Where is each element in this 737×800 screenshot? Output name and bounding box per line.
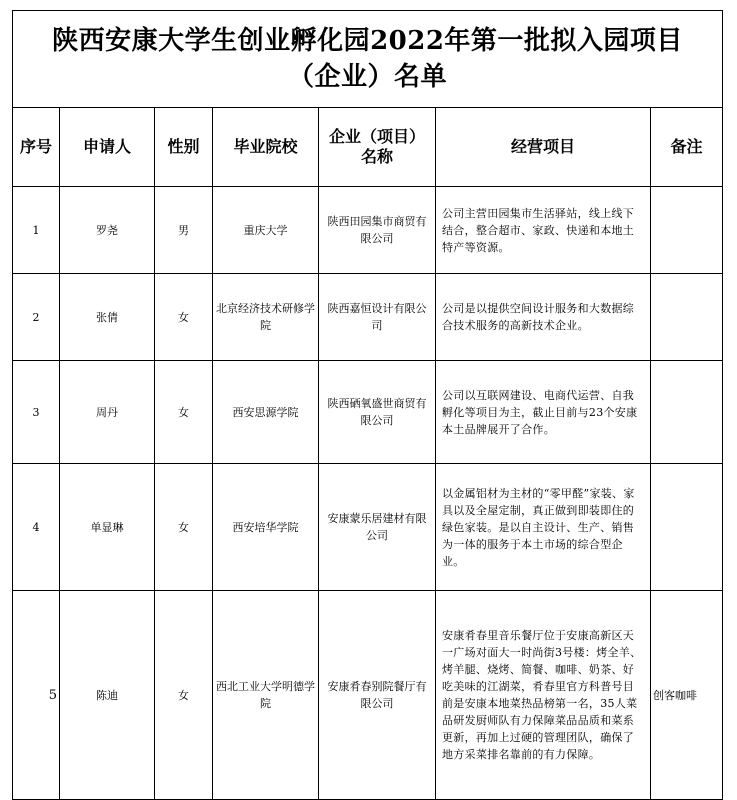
cell-applicant: 张倩 — [60, 274, 155, 361]
cell-gender: 男 — [155, 187, 213, 274]
cell-business: 公司是以提供空间设计服务和大数据综合技术服务的高新技术企业。 — [436, 274, 651, 361]
header-seq: 序号 — [13, 108, 60, 187]
cell-gender: 女 — [155, 464, 213, 591]
cell-business: 公司主营田园集市生活驿站，线上线下结合，整合超市、家政、快递和本地土特产等资源。 — [436, 187, 651, 274]
header-company — [319, 108, 436, 187]
cell-seq: 4 — [13, 464, 60, 591]
cell-company: 安康蒙乐居建材有限公司 — [319, 464, 436, 591]
cell-remark — [651, 361, 723, 464]
cell-applicant: 陈迪 — [60, 591, 155, 800]
header-company-label: 企业（项目）名称 — [329, 127, 426, 166]
cell-business: 公司以互联网建设、电商代运营、自我孵化等项目为主，截止目前与23个安康本土品牌展开了合作。 — [436, 361, 651, 464]
table-row — [13, 464, 723, 591]
cell-remark — [651, 464, 723, 591]
header-gender: 性别 — [155, 108, 213, 187]
cell-company: 陕西硒氧盛世商贸有限公司 — [319, 361, 436, 464]
cell-school: 西安培华学院 — [213, 464, 319, 591]
header-remark: 备注 — [651, 108, 723, 187]
cell-seq: 2 — [13, 274, 60, 361]
cell-company: 安康肴春别院餐厅有限公司 — [319, 591, 436, 800]
header-row — [13, 108, 723, 187]
document-title — [13, 11, 723, 108]
cell-company: 陕西田园集市商贸有限公司 — [319, 187, 436, 274]
cell-gender: 女 — [155, 274, 213, 361]
table-row — [13, 187, 723, 274]
cell-remark — [651, 274, 723, 361]
cell-school: 西安思源学院 — [213, 361, 319, 464]
cell-gender: 女 — [155, 591, 213, 800]
cell-seq: 3 — [13, 361, 60, 464]
cell-seq: 1 — [13, 187, 60, 274]
cell-remark — [651, 187, 723, 274]
table-row — [13, 361, 723, 464]
header-business: 经营项目 — [436, 108, 651, 187]
cell-school: 北京经济技术研修学院 — [213, 274, 319, 361]
cell-seq: 5 — [13, 591, 60, 800]
title-line-1: 陕西安康大学生创业孵化园2022年第一批拟入园项目 — [52, 26, 683, 56]
cell-school: 重庆大学 — [213, 187, 319, 274]
cell-company: 陕西嘉恒设计有限公司 — [319, 274, 436, 361]
cell-applicant: 周丹 — [60, 361, 155, 464]
cell-applicant: 罗尧 — [60, 187, 155, 274]
title-row — [13, 11, 723, 108]
header-school: 毕业院校 — [213, 108, 319, 187]
cell-remark: 创客咖啡 — [651, 591, 723, 800]
cell-school: 西北工业大学明德学院 — [213, 591, 319, 800]
cell-business: 安康肴春里音乐餐厅位于安康高新区天一广场对面大一时尚街3号楼：烤全羊、烤羊腿、烧烤、简餐、咖啡、奶茶、好吃美味的江湖菜，肴春里官方科普号目前是安康本地菜热品榜第一名，35人菜品研发厨师队有力保障菜品品质和菜系更新，再加上过硬的管理团队，确保了地方采菜排名靠前的有力保障。 — [436, 591, 651, 800]
table-row — [13, 274, 723, 361]
cell-applicant: 单显琳 — [60, 464, 155, 591]
title-line-2: （企业）名单 — [288, 62, 448, 92]
roster-table — [12, 10, 723, 800]
header-applicant: 申请人 — [60, 108, 155, 187]
cell-business: 以金属铝材为主材的“零甲醛”家装、家具以及全屋定制，真正做到即装即住的绿色家装。是以自主设计、生产、销售为一体的服务于本土市场的综合型企业。 — [436, 464, 651, 591]
cell-gender: 女 — [155, 361, 213, 464]
table-row — [13, 591, 723, 800]
